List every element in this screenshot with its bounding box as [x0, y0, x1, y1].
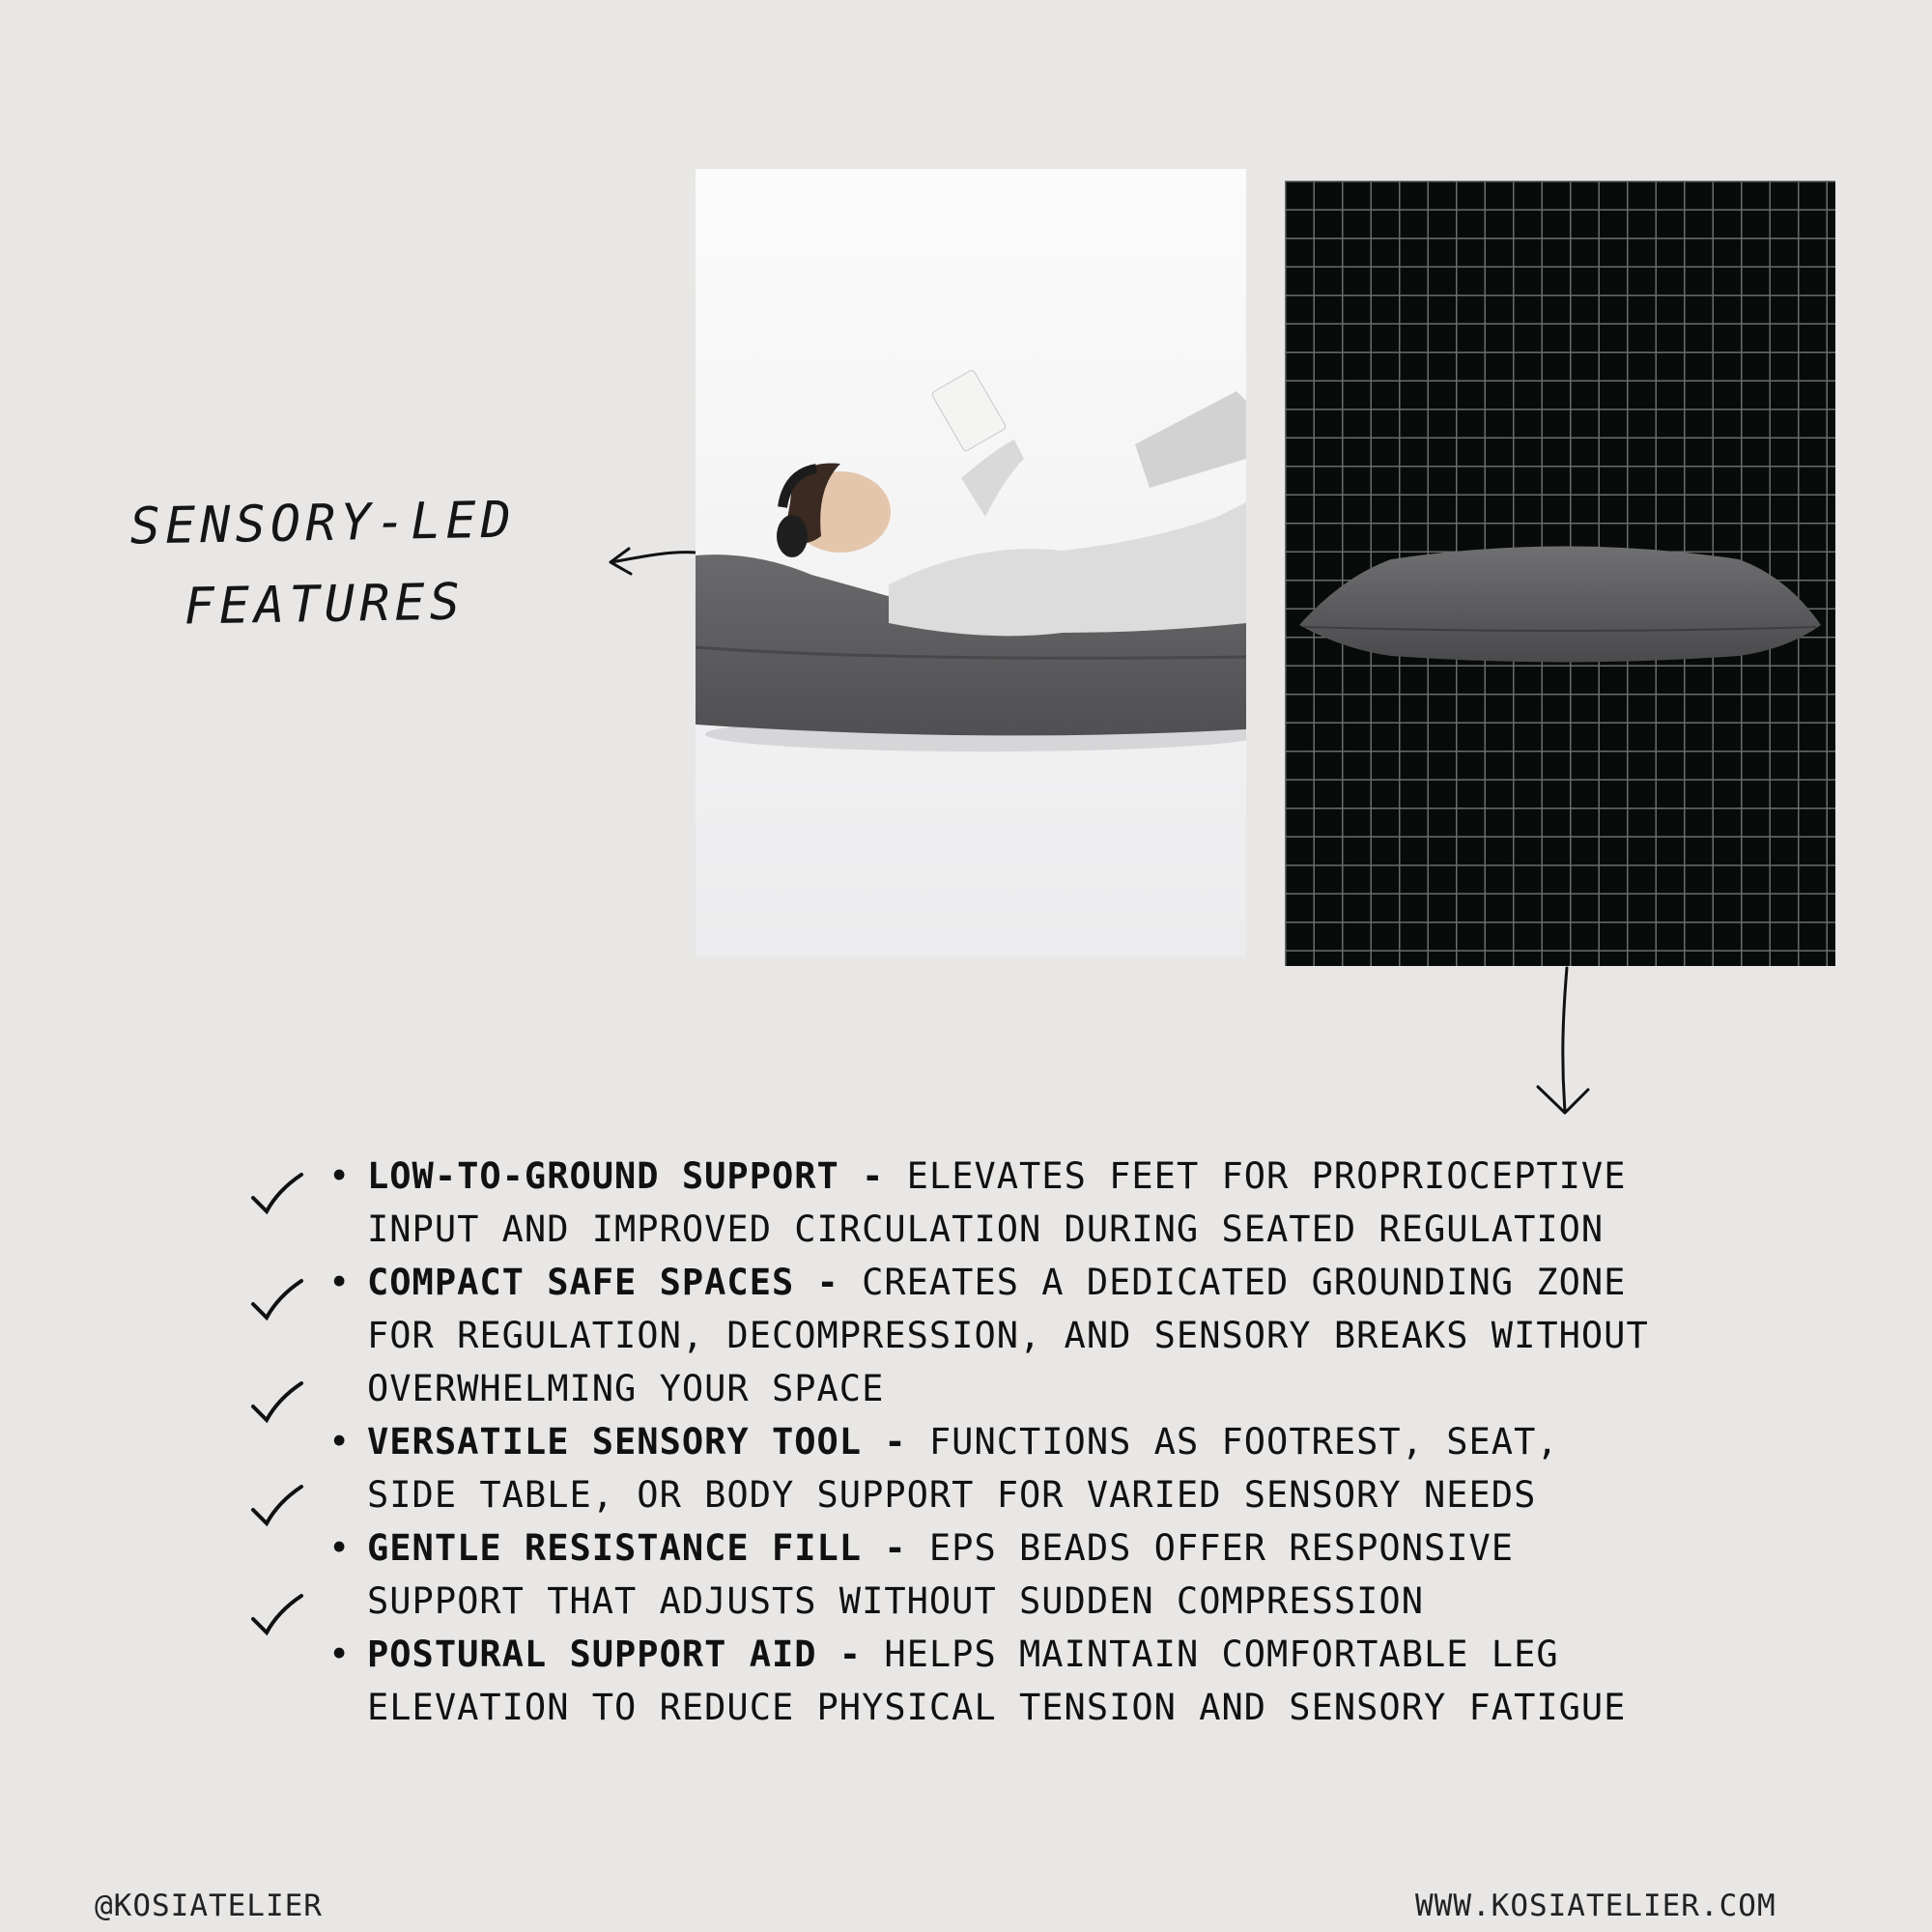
feature-item — [246, 1628, 1695, 1734]
bullet: • — [328, 1262, 352, 1303]
feature-desc-line-1: EPS BEADS OFFER RESPONSIVE — [928, 1527, 1515, 1569]
feature-desc-line-1: CREATES A DEDICATED GROUNDING ZONE — [862, 1262, 1627, 1303]
feature-title: VERSATILE SENSORY TOOL - — [367, 1421, 907, 1463]
social-handle: @KOSIATELIER — [95, 1889, 323, 1923]
arrow-left-icon — [604, 541, 700, 580]
feature-title: LOW-TO-GROUND SUPPORT - — [367, 1155, 885, 1197]
feature-item — [246, 1150, 1695, 1256]
feature-title: GENTLE RESISTANCE FILL - — [367, 1527, 907, 1569]
bullet: • — [328, 1634, 352, 1675]
feature-desc-line-2: FOR REGULATION, DECOMPRESSION, AND SENSORY BREAKS WITHOUT — [367, 1315, 1649, 1356]
feature-desc-line-2: SIDE TABLE, OR BODY SUPPORT FOR VARIED SENSORY NEEDS — [367, 1474, 1537, 1516]
floating-cushion-grid-image — [1285, 181, 1835, 966]
feature-title: COMPACT SAFE SPACES - — [367, 1262, 839, 1303]
bullet: • — [328, 1527, 352, 1569]
heading-line-2: FEATURES — [183, 573, 466, 637]
feature-desc-line-2: ELEVATION TO REDUCE PHYSICAL TENSION AND SENSORY FATIGUE — [367, 1687, 1627, 1728]
feature-desc-line-2: SUPPORT THAT ADJUSTS WITHOUT SUDDEN COMPRESSION — [367, 1580, 1424, 1622]
feature-desc-line-1: FUNCTIONS AS FOOTREST, SEAT, — [928, 1421, 1559, 1463]
feature-list — [246, 1150, 1695, 1734]
bullet: • — [328, 1421, 352, 1463]
heading-line-1: SENSORY-LED — [129, 491, 517, 556]
website-url: WWW.KOSIATELIER.COM — [1415, 1889, 1776, 1923]
feature-item — [246, 1415, 1695, 1521]
section-heading — [91, 479, 557, 649]
feature-desc-line-2: INPUT AND IMPROVED CIRCULATION DURING SEATED REGULATION — [367, 1208, 1605, 1250]
feature-desc-line-3: OVERWHELMING YOUR SPACE — [367, 1368, 885, 1409]
feature-desc-line-1: ELEVATES FEET FOR PROPRIOCEPTIVE — [906, 1155, 1627, 1197]
arrow-down-icon — [1526, 966, 1594, 1121]
feature-title: POSTURAL SUPPORT AID - — [367, 1634, 863, 1675]
feature-item — [246, 1256, 1695, 1415]
feature-desc-line-1: HELPS MAINTAIN COMFORTABLE LEG — [884, 1634, 1559, 1675]
woman-on-floor-cushion-image — [696, 169, 1246, 956]
feature-item — [246, 1521, 1695, 1628]
bullet: • — [328, 1155, 352, 1197]
